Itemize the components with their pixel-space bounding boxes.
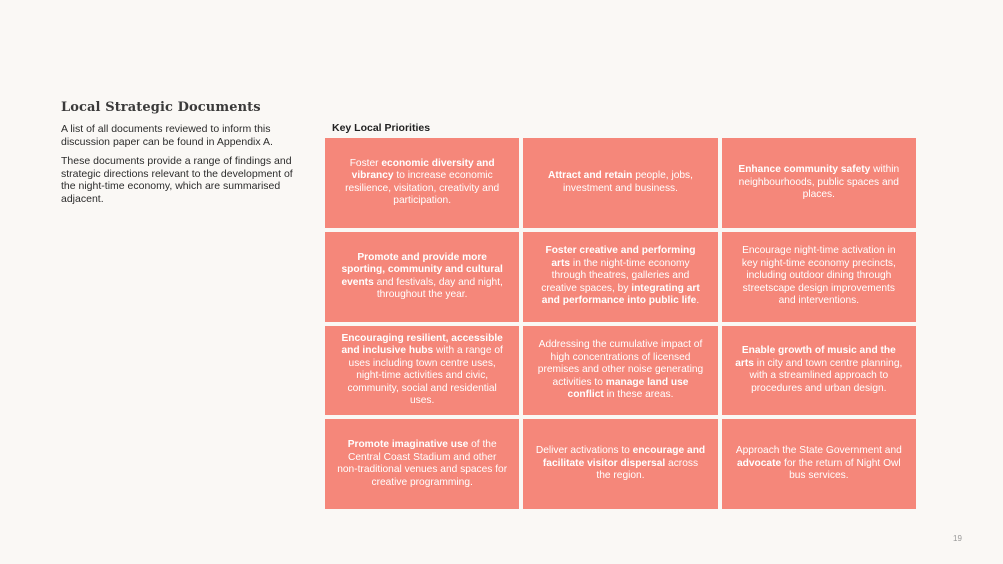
priority-cell: Promote and provide more sporting, community and cultural events and festivals, day and night, throughout the year. xyxy=(325,232,519,322)
priority-cell: Deliver activations to encourage and facilitate visitor dispersal across the region. xyxy=(523,419,717,509)
intro-text xyxy=(61,123,293,212)
priority-cell: Encourage night-time activation in key night-time economy precincts, including outdoor dining through streetscape design improvements and interventions. xyxy=(722,232,916,322)
priority-cell: Foster creative and performing arts in the night-time economy through theatres, galleries and creative spaces, by integrating art and performance into public life. xyxy=(523,232,717,322)
priority-cell: Encouraging resilient, accessible and inclusive hubs with a range of uses including town centre uses, night-time activities and civic, community, social and residential uses. xyxy=(325,326,519,416)
priorities-grid xyxy=(325,138,916,509)
priority-cell: Enable growth of music and the arts in city and town centre planning, with a streamlined approach to procedures and urban design. xyxy=(722,326,916,416)
intro-paragraph-1: A list of all documents reviewed to inform this discussion paper can be found in Appendix A. xyxy=(61,123,273,148)
priority-cell: Addressing the cumulative impact of high concentrations of licensed premises and other noise generating activities to manage land use conflict in these areas. xyxy=(523,326,717,416)
priority-cell: Enhance community safety within neighbourhoods, public spaces and places. xyxy=(722,138,916,228)
priorities-title: Key Local Priorities xyxy=(332,122,431,134)
section-heading: Local Strategic Documents xyxy=(61,100,261,115)
page-number: 19 xyxy=(953,534,962,543)
priority-cell: Approach the State Government and advocate for the return of Night Owl bus services. xyxy=(722,419,916,509)
priority-cell: Promote imaginative use of the Central Coast Stadium and other non-traditional venues and spaces for creative programming. xyxy=(325,419,519,509)
intro-paragraph-2: These documents provide a range of findings and strategic directions relevant to the development of the night-time economy, which are summarised adjacent. xyxy=(61,155,293,205)
priority-cell: Attract and retain people, jobs, investment and business. xyxy=(523,138,717,228)
priority-cell: Foster economic diversity and vibrancy to increase economic resilience, visitation, creativity and participation. xyxy=(325,138,519,228)
